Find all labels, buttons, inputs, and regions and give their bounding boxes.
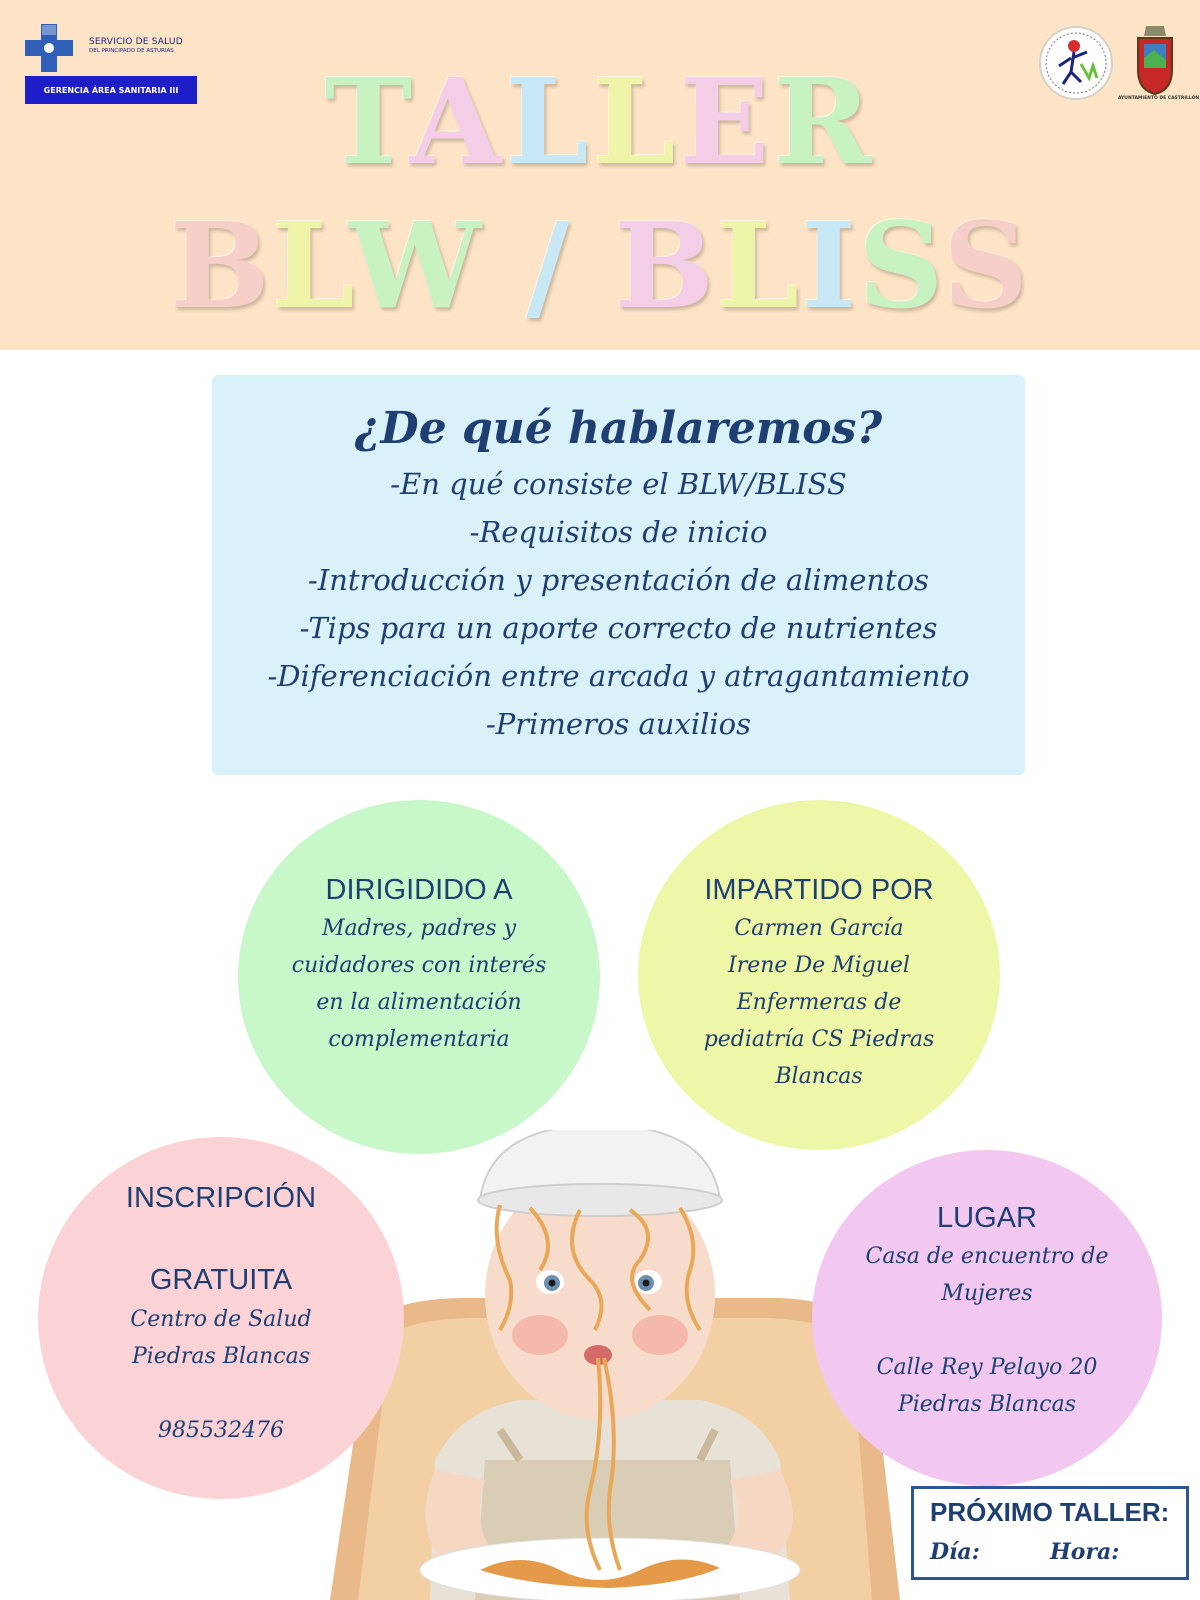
instructors-line: Enfermeras de	[736, 990, 902, 1015]
audience-line: complementaria	[328, 1027, 510, 1052]
title-letter: A	[409, 52, 506, 191]
health-area-bar: GERENCIA ÁREA SANITARIA III	[25, 76, 197, 104]
audience-line: Madres, padres y	[321, 916, 517, 941]
instructors-line: pediatría CS Piedras	[703, 1027, 935, 1052]
registration-place: Centro de Salud	[130, 1307, 312, 1332]
title-letter: B	[169, 196, 272, 335]
title-letter: /	[483, 196, 615, 335]
instructors-circle	[638, 800, 1000, 1150]
registration-circle	[38, 1137, 404, 1499]
audience-circle	[238, 800, 600, 1154]
title-letter: L	[716, 196, 802, 335]
instructors-line: Carmen García	[734, 916, 904, 941]
location-line: Mujeres	[941, 1281, 1033, 1306]
town-shield-caption: AYUNTAMIENTO DE CASTRILLÓN	[1118, 96, 1200, 101]
audience-line: en la alimentación	[316, 990, 522, 1015]
topics-box	[212, 375, 1025, 775]
instructors-line: Irene De Miguel	[728, 953, 910, 978]
topics-list	[212, 460, 1025, 748]
registration-place: Piedras Blancas	[131, 1344, 311, 1369]
topic-item: -Primeros auxilios	[485, 707, 752, 741]
title-letter: W	[348, 196, 484, 335]
next-workshop-title: PRÓXIMO TALLER:	[930, 1497, 1170, 1527]
registration-heading-free: GRATUITA	[149, 1264, 293, 1296]
title-letter: L	[505, 52, 593, 191]
title-letter: I	[801, 196, 859, 335]
location-address: Calle Rey Pelayo 20	[876, 1355, 1098, 1380]
location-heading: LUGAR	[937, 1202, 1037, 1234]
health-service-region: DEL PRINCIPADO DE ASTURIAS	[89, 47, 174, 54]
title-blw-bliss	[0, 196, 1200, 335]
title-letter: E	[679, 52, 774, 191]
title-taller	[0, 52, 1200, 191]
topic-item: -Requisitos de inicio	[469, 515, 768, 549]
next-workshop-box	[911, 1486, 1189, 1580]
topic-item: -Tips para un aporte correcto de nutrientes	[299, 611, 938, 645]
audience-line: cuidadores con interés	[291, 953, 547, 978]
registration-phone: 985532476	[158, 1418, 284, 1443]
spacer	[812, 1312, 1162, 1349]
location-line: Casa de encuentro de	[865, 1244, 1109, 1269]
title-letter: R	[773, 52, 876, 191]
health-service-name: SERVICIO DE SALUD	[89, 37, 183, 47]
registration-heading: INSCRIPCIÓN	[125, 1182, 317, 1214]
location-circle	[812, 1150, 1162, 1486]
instructors-line: Blancas	[775, 1064, 863, 1089]
location-address: Piedras Blancas	[897, 1392, 1077, 1417]
next-workshop-day-label: Día:	[930, 1539, 980, 1565]
title-letter: S	[942, 196, 1031, 335]
instructors-heading: IMPARTIDO POR	[704, 874, 934, 906]
topic-item: -Introducción y presentación de alimentos	[307, 563, 930, 597]
title-letter: L	[592, 52, 680, 191]
topic-item: -Diferenciación entre arcada y atragantamiento	[267, 659, 970, 693]
topic-item: -En qué consiste el BLW/BLISS	[390, 467, 847, 501]
title-letter: S	[858, 196, 943, 335]
topics-heading: ¿De qué hablaremos?	[354, 403, 883, 454]
title-letter: T	[324, 52, 410, 191]
audience-heading: DIRIGIDIDO A	[325, 874, 513, 906]
next-workshop-hour-label: Hora:	[1050, 1539, 1120, 1565]
header-banner	[0, 0, 1200, 350]
title-letter: B	[614, 196, 717, 335]
title-letter: L	[271, 196, 349, 335]
spacer	[38, 1375, 404, 1412]
